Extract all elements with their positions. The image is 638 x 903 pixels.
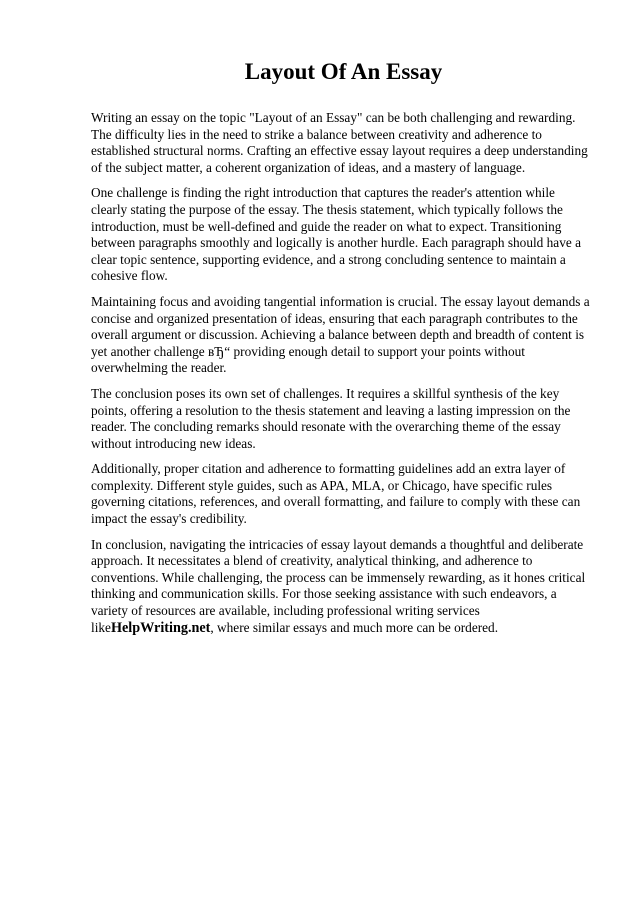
helpwriting-link[interactable]: HelpWriting.net — [110, 619, 211, 636]
paragraph-conclusion-challenge: The conclusion poses its own set of challenges. It requires a skillful synthesis of the key points, offering a resolution to the thesis statement and leaving a lasting impression on the reader. The concluding remarks should resonate with the overarching theme of the essay without introducing new ideas. — [91, 385, 571, 451]
paragraph-intro: Writing an essay on the topic "Layout of an Essay" can be both challenging and rewarding. The difficulty lies in the need to strike a balance between creativity and adherence to established structural norms. Crafting an effective essay layout requires a deep understanding of the subject matter, a coherent organization of ideas, and a mastery of language. — [91, 110, 588, 175]
final-text-after-link: , where similar essays and much more can be ordered. — [210, 619, 499, 635]
final-text-before-link: In conclusion, navigating the intricacies of essay layout demands a thoughtful and deliberate approach. It necessitates a blend of creativity, analytical thinking, and adherence to conventions. While challenging, the process can be immensely rewarding, as it hones critical thinking and communication skills. For those seeking assistance with such endeavors, a variety of resources are available, including professional writing services like — [91, 536, 586, 635]
paragraph-citation: Additionally, proper citation and adherence to formatting guidelines add an extra layer of complexity. Different style guides, such as APA, MLA, or Chicago, have specific rules governing citations, references, and overall formatting, and failure to comply with these can impact the essay's credibility. — [91, 461, 581, 527]
paragraph-final — [91, 537, 592, 637]
page-title: Layout Of An Essay — [244, 59, 443, 84]
paragraph-focus: Maintaining focus and avoiding tangential information is crucial. The essay layout demands a concise and organized presentation of ideas, ensuring that each paragraph contributes to the overall argument or discussion. Achieving a balance between depth and breadth of content is yet another challenge вЂ“ providing enough detail to support your points without overwhelming the reader. — [91, 293, 590, 376]
paragraph-introduction-challenge: One challenge is finding the right introduction that captures the reader's attention while clearly stating the purpose of the essay. The thesis statement, which typically follows the introduction, must be well-defined and guide the reader on what to expect. Transitioning between paragraphs smoothly and logically is another hurdle. Each paragraph should have a clear topic sentence, supporting evidence, and a strong concluding sentence to maintain a cohesive flow. — [91, 185, 581, 284]
